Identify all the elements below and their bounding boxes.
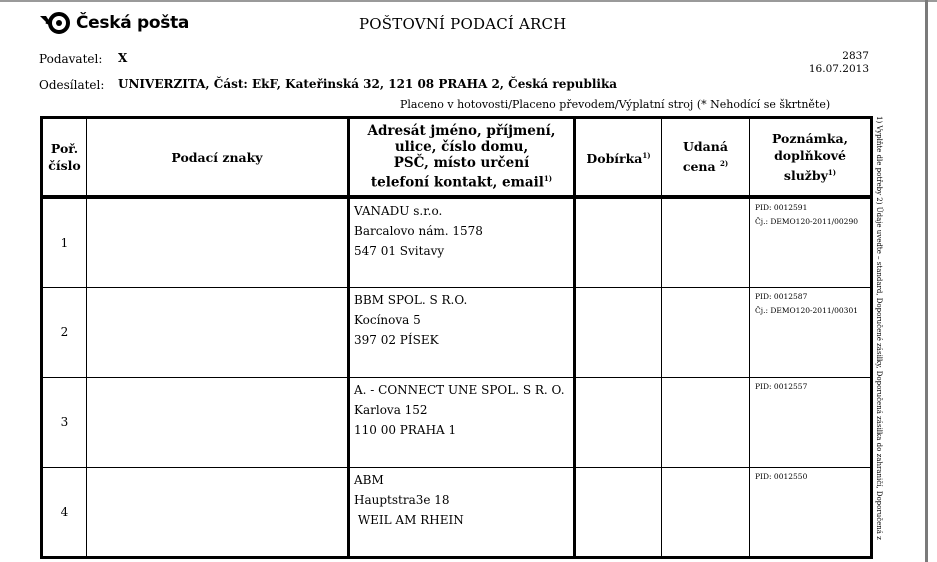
page-top-border <box>0 0 937 2</box>
podavatel-label: Podavatel: <box>39 52 103 66</box>
header-dobirka: Dobírka$^{1)}$ <box>575 118 662 198</box>
table-row <box>42 287 872 377</box>
row-por-cislo: 1 <box>42 197 87 287</box>
row-poznamka: PID: 0012557 <box>750 377 872 467</box>
row-udana-cena <box>662 287 750 377</box>
table-row <box>42 377 872 467</box>
row-adresat: A. - CONNECT UNE SPOL. S R. O. Karlova 152 110 00 PRAHA 1 <box>349 377 575 467</box>
document-title: POŠTOVNÍ PODACÍ ARCH <box>359 15 567 33</box>
header-adresat: Adresát jméno, příjmení, ulice, číslo domu, PSČ, místo určení telefoní kontakt, email$^{1)}$ <box>349 118 575 198</box>
podaci-arch-table <box>40 116 873 559</box>
page-right-border <box>925 0 928 562</box>
row-dobirka <box>575 197 662 287</box>
podavatel-value: X <box>118 51 128 65</box>
posthorn-icon <box>38 12 72 34</box>
row-dobirka <box>575 377 662 467</box>
row-poznamka: PID: 0012550 <box>750 467 872 557</box>
odesilatel-value: UNIVERZITA, Část: EkF, Kateřinská 32, 121 08 PRAHA 2, Česká republika <box>118 77 618 91</box>
header-podaci-znaky: Podací znaky <box>87 118 349 198</box>
header-por-cislo: Poř. číslo <box>42 118 87 198</box>
document-number: 2837 <box>842 50 869 62</box>
payment-note: Placeno v hotovosti/Placeno převodem/Výplatní stroj (* Nehodící se škrtněte) <box>400 98 831 111</box>
row-dobirka <box>575 467 662 557</box>
row-udana-cena <box>662 377 750 467</box>
row-podaci-znaky <box>87 287 349 377</box>
document-date: 16.07.2013 <box>808 63 869 75</box>
row-adresat: ABM Hauptstra3e 18 WEIL AM RHEIN <box>349 467 575 557</box>
row-poznamka: PID: 0012587 Čj.: DEMO120-2011/00301 <box>750 287 872 377</box>
row-podaci-znaky <box>87 467 349 557</box>
row-udana-cena <box>662 467 750 557</box>
side-footnote: 1) Vyplňte dle potřeby 2) Údaje uveďte – standard, Doporučené zásilky, Doporučená zásilka do zahraničí, Doporučená z <box>875 116 883 540</box>
header-poznamka: Poznámka, doplňkové služby$^{1)}$ <box>750 118 872 198</box>
row-podaci-znaky <box>87 377 349 467</box>
row-dobirka <box>575 287 662 377</box>
table-row <box>42 197 872 287</box>
header-udana-cena: Udaná cena $^{2)}$ <box>662 118 750 198</box>
row-por-cislo: 3 <box>42 377 87 467</box>
brand-name: Česká pošta <box>76 13 190 33</box>
row-poznamka: PID: 0012591 Čj.: DEMO120-2011/00290 <box>750 197 872 287</box>
row-podaci-znaky <box>87 197 349 287</box>
row-por-cislo: 2 <box>42 287 87 377</box>
ceska-posta-logo <box>38 12 189 34</box>
table-row <box>42 467 872 557</box>
odesilatel-label: Odesílatel: <box>39 78 105 92</box>
row-udana-cena <box>662 197 750 287</box>
row-adresat: BBM SPOL. S R.O. Kocínova 5 397 02 PÍSEK <box>349 287 575 377</box>
row-adresat: VANADU s.r.o. Barcalovo nám. 1578 547 01 Svitavy <box>349 197 575 287</box>
row-por-cislo: 4 <box>42 467 87 557</box>
table-header-row <box>42 118 872 198</box>
